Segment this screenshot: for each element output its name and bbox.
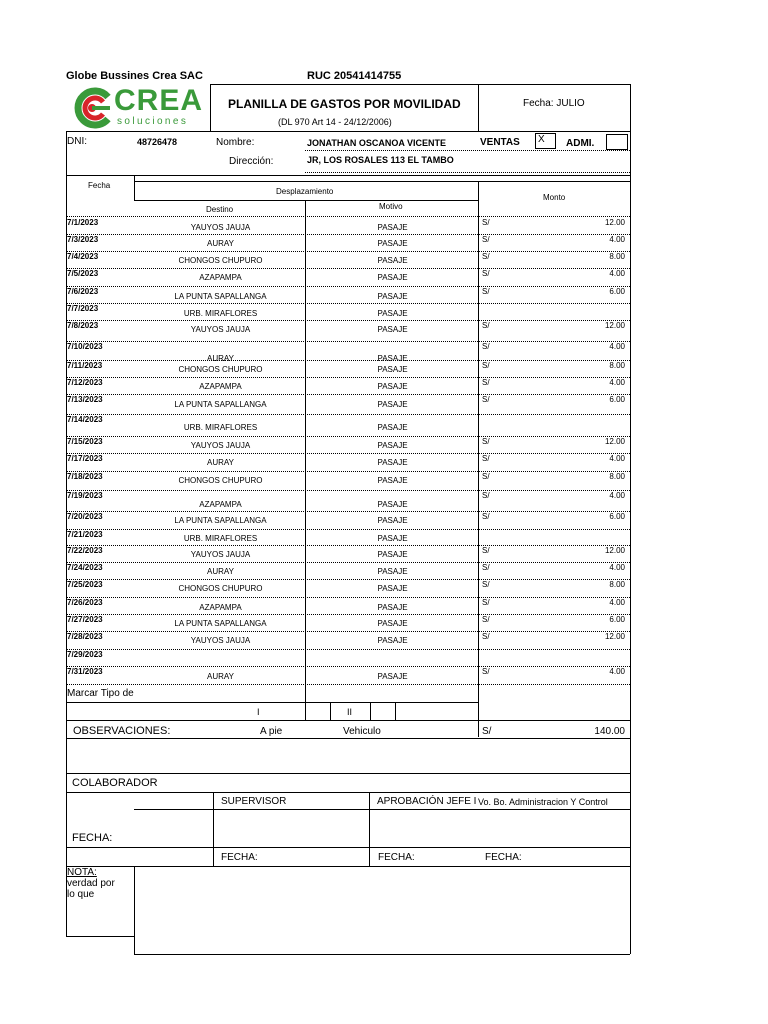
nota-label: NOTA:: [67, 867, 97, 878]
row-motivo: PASAJE: [377, 516, 408, 525]
row-currency: S/: [482, 218, 490, 227]
row-date: 7/28/2023: [67, 632, 103, 641]
page-border-right: [630, 84, 631, 954]
row-currency: S/: [482, 378, 490, 387]
table-row: [66, 436, 630, 453]
row-destino: AURAY: [207, 458, 234, 467]
row-destino: CHONGOS CHUPURO: [178, 256, 263, 265]
row-destino: YAUYOS JAUJA: [190, 636, 251, 645]
row-date: 7/13/2023: [67, 395, 103, 404]
table-row: [66, 562, 630, 579]
dotted-rule: [305, 150, 630, 151]
dotted-rule: [305, 172, 630, 173]
row-motivo: PASAJE: [377, 423, 408, 432]
row-motivo: PASAJE: [377, 567, 408, 576]
row-currency: S/: [482, 342, 490, 351]
fecha-vobo-label: FECHA:: [485, 852, 522, 863]
row-date: 7/10/2023: [67, 342, 103, 351]
row-amount: 6.00: [609, 395, 625, 404]
row-amount: 4.00: [609, 563, 625, 572]
row-currency: S/: [482, 321, 490, 330]
row-date: 7/27/2023: [67, 615, 103, 624]
admi-label: ADMI.: [566, 138, 595, 149]
divider: [134, 181, 630, 182]
table-row: [66, 529, 630, 545]
tipo-ii-checkbox[interactable]: [370, 702, 396, 721]
divider: [66, 792, 630, 793]
row-amount: 12.00: [604, 632, 625, 641]
row-amount: 4.00: [609, 269, 625, 278]
divider: [66, 131, 630, 132]
ventas-check-mark: X: [538, 134, 545, 145]
logo-brand: CREA: [114, 84, 204, 117]
table-row: [66, 614, 630, 631]
divider: [210, 84, 630, 85]
row-destino: CHONGOS CHUPURO: [178, 476, 263, 485]
row-date: 7/29/2023: [67, 650, 103, 659]
col-fecha-header: Fecha: [88, 181, 111, 190]
table-row: [66, 490, 630, 511]
row-motivo: PASAJE: [377, 584, 408, 593]
a-pie-label: A pie: [260, 726, 283, 737]
row-motivo: PASAJE: [377, 619, 408, 628]
row-destino: CHONGOS CHUPURO: [178, 365, 263, 374]
row-amount: 12.00: [604, 321, 625, 330]
row-date: 7/25/2023: [67, 580, 103, 589]
row-motivo: PASAJE: [377, 672, 408, 681]
row-currency: S/: [482, 598, 490, 607]
fecha-colaborador-label: FECHA:: [72, 832, 113, 844]
tipo-i-label: I: [257, 707, 260, 717]
tipo-ii-label: II: [347, 707, 353, 717]
colaborador-label: COLABORADOR: [72, 777, 158, 789]
divider: [66, 175, 630, 176]
row-currency: S/: [482, 287, 490, 296]
row-motivo: PASAJE: [377, 636, 408, 645]
row-motivo: PASAJE: [377, 256, 408, 265]
row-destino: AZAPAMPA: [199, 382, 242, 391]
row-date: 7/11/2023: [67, 361, 103, 370]
divider: [66, 720, 630, 721]
row-destino: AZAPAMPA: [199, 603, 242, 612]
table-row: [66, 286, 630, 303]
row-amount: 4.00: [609, 342, 625, 351]
row-date: 7/8/2023: [67, 321, 99, 330]
dotted-rule: [66, 684, 630, 685]
row-amount: 4.00: [609, 378, 625, 387]
row-currency: S/: [482, 269, 490, 278]
row-motivo: PASAJE: [377, 239, 408, 248]
row-destino: URB. MIRAFLORES: [183, 309, 258, 318]
table-row: [66, 360, 630, 377]
row-destino: AURAY: [207, 354, 234, 363]
table-row: [66, 303, 630, 320]
divider: [66, 738, 630, 739]
marcar-tipo-label: Marcar Tipo de: [67, 688, 134, 699]
divider: [134, 809, 630, 810]
row-amount: 4.00: [609, 491, 625, 500]
divider: [213, 792, 214, 866]
row-motivo: PASAJE: [377, 382, 408, 391]
row-currency: S/: [482, 667, 490, 676]
divider: [210, 84, 211, 131]
direccion-value: JR, LOS ROSALES 113 EL TAMBO: [307, 155, 454, 165]
crea-logo-mark-icon: [70, 85, 114, 131]
row-motivo: PASAJE: [377, 273, 408, 282]
row-destino: AZAPAMPA: [199, 500, 242, 509]
row-date: 7/15/2023: [67, 437, 103, 446]
row-currency: S/: [482, 580, 490, 589]
row-date: 7/31/2023: [67, 667, 103, 676]
col-destino-header: Destino: [206, 205, 234, 214]
row-currency: S/: [482, 546, 490, 555]
direccion-label: Dirección:: [229, 156, 274, 167]
row-destino: LA PUNTA SAPALLANGA: [174, 619, 267, 628]
row-date: 7/19/2023: [67, 491, 103, 500]
row-date: 7/26/2023: [67, 598, 103, 607]
table-row: [66, 217, 630, 234]
nombre-label: Nombre:: [216, 137, 255, 148]
table-row: [66, 579, 630, 597]
vehiculo-label: Vehiculo: [343, 726, 381, 737]
row-amount: 8.00: [609, 472, 625, 481]
row-amount: 4.00: [609, 667, 625, 676]
row-destino: AURAY: [207, 239, 234, 248]
row-motivo: PASAJE: [377, 550, 408, 559]
table-row: [66, 377, 630, 394]
row-motivo: PASAJE: [377, 400, 408, 409]
row-date: 7/3/2023: [67, 235, 99, 244]
row-currency: S/: [482, 632, 490, 641]
row-destino: LA PUNTA SAPALLANGA: [174, 292, 267, 301]
row-destino: YAUYOS JAUJA: [190, 325, 251, 334]
fecha-aprobacion-label: FECHA:: [378, 852, 415, 863]
divider: [134, 866, 135, 954]
col-desplazamiento-header: Desplazamiento: [276, 187, 334, 196]
table-row: [66, 268, 630, 286]
row-date: 7/12/2023: [67, 378, 103, 387]
divider: [478, 84, 479, 131]
row-date: 7/5/2023: [67, 269, 99, 278]
table-row: [66, 320, 630, 341]
row-date: 7/6/2023: [67, 287, 99, 296]
row-motivo: PASAJE: [377, 354, 408, 363]
row-destino: URB. MIRAFLORES: [183, 534, 258, 543]
table-row: [66, 545, 630, 562]
row-motivo: PASAJE: [377, 441, 408, 450]
row-amount: 6.00: [609, 615, 625, 624]
row-currency: S/: [482, 361, 490, 370]
dni-label: DNI:: [67, 136, 87, 147]
row-amount: 6.00: [609, 287, 625, 296]
divider: [66, 847, 630, 848]
row-destino: LA PUNTA SAPALLANGA: [174, 400, 267, 409]
row-currency: S/: [482, 615, 490, 624]
table-row: [66, 666, 630, 684]
row-date: 7/22/2023: [67, 546, 103, 555]
divider: [134, 200, 478, 201]
row-currency: S/: [482, 454, 490, 463]
nombre-value: JONATHAN OSCANOA VICENTE: [307, 138, 447, 148]
row-amount: 8.00: [609, 361, 625, 370]
admi-checkbox[interactable]: [606, 134, 628, 150]
table-row: [66, 471, 630, 490]
table-row: [66, 251, 630, 268]
divider: [369, 792, 370, 866]
row-date: 7/24/2023: [67, 563, 103, 572]
row-amount: 6.00: [609, 512, 625, 521]
row-motivo: PASAJE: [377, 458, 408, 467]
row-amount: 12.00: [604, 546, 625, 555]
table-row: [66, 234, 630, 251]
row-currency: S/: [482, 395, 490, 404]
row-date: 7/20/2023: [67, 512, 103, 521]
row-amount: 12.00: [604, 218, 625, 227]
row-date: 7/4/2023: [67, 252, 99, 261]
row-motivo: PASAJE: [377, 325, 408, 334]
row-motivo: PASAJE: [377, 476, 408, 485]
divider: [66, 936, 134, 937]
row-currency: S/: [482, 563, 490, 572]
row-amount: 12.00: [604, 437, 625, 446]
company-name: Globe Bussines Crea SAC: [66, 70, 203, 82]
ruc-number: RUC 20541414755: [307, 70, 402, 82]
row-motivo: PASAJE: [377, 309, 408, 318]
row-destino: CHONGOS CHUPURO: [178, 584, 263, 593]
tipo-i-checkbox[interactable]: [305, 702, 331, 721]
row-destino: YAUYOS JAUJA: [190, 223, 251, 232]
row-destino: AURAY: [207, 567, 234, 576]
table-row: [66, 414, 630, 436]
row-currency: S/: [482, 235, 490, 244]
table-row: [66, 341, 630, 363]
row-currency: S/: [482, 472, 490, 481]
crea-logo: [70, 85, 210, 131]
ventas-checkbox[interactable]: [535, 133, 556, 149]
observaciones-label: OBSERVACIONES:: [73, 725, 171, 737]
row-motivo: PASAJE: [377, 500, 408, 509]
table-row: [66, 394, 630, 414]
vobo-label: Vo. Bo. Administracion Y Control: [478, 797, 608, 807]
row-amount: 8.00: [609, 580, 625, 589]
row-motivo: PASAJE: [377, 365, 408, 374]
dni-value: 48726478: [137, 137, 178, 147]
row-date: 7/1/2023: [67, 218, 99, 227]
row-motivo: PASAJE: [377, 292, 408, 301]
row-destino: YAUYOS JAUJA: [190, 550, 251, 559]
row-currency: S/: [482, 437, 490, 446]
row-date: 7/18/2023: [67, 472, 103, 481]
nota-line-1: verdad por: [67, 878, 115, 889]
aprobacion-label: APROBACIÓN JEFE I: [377, 796, 477, 807]
row-destino: LA PUNTA SAPALLANGA: [174, 516, 267, 525]
fecha-supervisor-label: FECHA:: [221, 852, 258, 863]
row-amount: 4.00: [609, 235, 625, 244]
row-date: 7/17/2023: [67, 454, 103, 463]
divider: [134, 181, 135, 200]
row-motivo: PASAJE: [377, 603, 408, 612]
row-destino: YAUYOS JAUJA: [190, 441, 251, 450]
row-motivo: PASAJE: [377, 534, 408, 543]
row-amount: 8.00: [609, 252, 625, 261]
page-title: PLANILLA DE GASTOS POR MOVILIDAD: [228, 97, 461, 111]
row-currency: S/: [482, 491, 490, 500]
table-row: [66, 649, 630, 666]
col-motivo-header: Motivo: [379, 202, 403, 211]
table-row: [66, 511, 630, 529]
nota-line-2: lo que: [67, 889, 95, 900]
row-destino: URB. MIRAFLORES: [183, 423, 258, 432]
total-amount: 140.00: [594, 726, 625, 737]
page-border-bottom: [134, 954, 630, 955]
row-amount: 4.00: [609, 454, 625, 463]
row-date: 7/14/2023: [67, 415, 103, 424]
row-date: 7/21/2023: [67, 530, 103, 539]
row-currency: S/: [482, 252, 490, 261]
table-row: [66, 453, 630, 471]
divider: [66, 773, 630, 774]
row-date: 7/7/2023: [67, 304, 99, 313]
table-row: [66, 631, 630, 649]
page-subtitle: (DL 970 Art 14 - 24/12/2006): [278, 117, 392, 127]
divider: [66, 866, 630, 867]
row-amount: 4.00: [609, 598, 625, 607]
row-destino: AZAPAMPA: [199, 273, 242, 282]
row-currency: S/: [482, 512, 490, 521]
col-monto-header: Monto: [543, 193, 566, 202]
fecha-mes: Fecha: JULIO: [523, 98, 585, 109]
logo-tagline: soluciones: [117, 116, 189, 127]
supervisor-label: SUPERVISOR: [221, 796, 287, 807]
divider: [66, 702, 478, 703]
row-destino: AURAY: [207, 672, 234, 681]
total-currency: S/: [482, 726, 492, 737]
row-motivo: PASAJE: [377, 223, 408, 232]
table-row: [66, 597, 630, 614]
ventas-label: VENTAS: [480, 137, 520, 148]
